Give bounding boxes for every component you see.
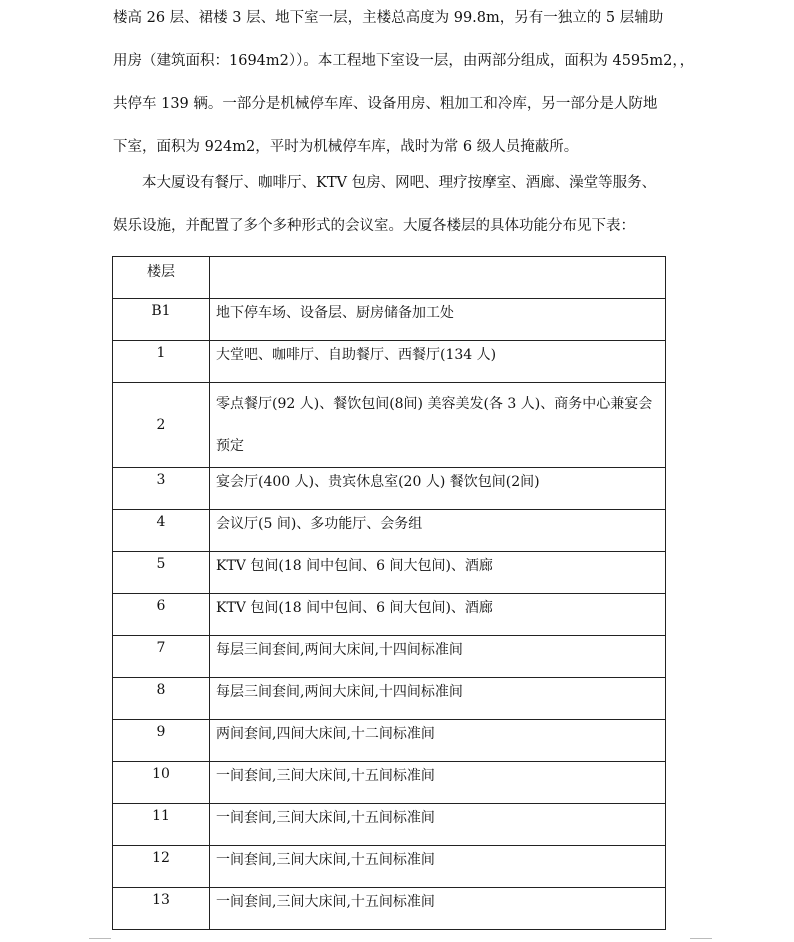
- floor-label: 3: [156, 472, 166, 488]
- function-label: 一间套间,三间大床间,十五间标准间: [216, 810, 435, 826]
- floor-cell: [113, 720, 210, 762]
- floor-label: 6: [156, 598, 166, 614]
- function-label: 宴会厅(400 人)、贵宾休息室(20 人) 餐饮包间(2间): [216, 474, 540, 490]
- table-row: [113, 762, 666, 804]
- page-corner-mark-right: [690, 938, 712, 939]
- table-row: [113, 804, 666, 846]
- floor-label: 9: [156, 724, 166, 740]
- floor-cell: [113, 510, 210, 552]
- floor-cell: [113, 299, 210, 341]
- floor-label: 12: [152, 850, 170, 866]
- floor-cell: [113, 468, 210, 510]
- text-line: 娱乐设施，并配置了多个多种形式的会议室。大厦各楼层的具体功能分布见下表：: [113, 218, 635, 234]
- function-cell: [210, 846, 666, 888]
- header-floor-cell: [113, 257, 210, 299]
- function-cell: [210, 341, 666, 383]
- floor-label: 10: [152, 766, 170, 782]
- floor-cell: [113, 552, 210, 594]
- floor-label: B1: [151, 303, 171, 319]
- function-cell: [210, 804, 666, 846]
- table-row: [113, 468, 666, 510]
- floor-cell: [113, 678, 210, 720]
- function-label: 一间套间,三间大床间,十五间标准间: [216, 768, 435, 784]
- function-cell: [210, 720, 666, 762]
- floor-cell: [113, 383, 210, 468]
- floor-label: 13: [152, 892, 170, 908]
- table-header-row: [113, 257, 666, 299]
- floor-label: 7: [156, 640, 166, 656]
- function-label: 地下停车场、设备层、厨房储备加工处: [216, 305, 454, 321]
- function-label: KTV 包间(18 间中包间、6 间大包间)、酒廊: [216, 600, 493, 616]
- floor-function-table: [112, 256, 666, 930]
- text-line: 楼高 26 层、裙楼 3 层、地下室一层，主楼总高度为 99.8m，另有一独立的 5 层辅助: [113, 10, 664, 26]
- function-label: 每层三间套间,两间大床间,十四间标准间: [216, 684, 463, 700]
- table-row: [113, 888, 666, 930]
- function-label: 会议厅(5 间)、多功能厅、会务组: [216, 516, 423, 532]
- function-cell: [210, 510, 666, 552]
- floor-label: 1: [156, 345, 166, 361]
- function-cell: [210, 594, 666, 636]
- table-row: [113, 341, 666, 383]
- floor-cell: [113, 846, 210, 888]
- function-label: 大堂吧、咖啡厅、自助餐厅、西餐厅(134 人): [216, 347, 497, 363]
- table-row: [113, 383, 666, 468]
- function-label: KTV 包间(18 间中包间、6 间大包间)、酒廊: [216, 558, 493, 574]
- function-cell: [210, 299, 666, 341]
- header-function-cell: [210, 257, 666, 299]
- function-label: 两间套间,四间大床间,十二间标准间: [216, 726, 435, 742]
- function-cell: [210, 678, 666, 720]
- text-line: 共停车 139 辆。一部分是机械停车库、设备用房、粗加工和冷库，另一部分是人防地: [113, 96, 658, 112]
- floor-label: 4: [156, 514, 166, 530]
- floor-label: 8: [156, 682, 166, 698]
- table-row: [113, 552, 666, 594]
- function-cell: [210, 552, 666, 594]
- floor-cell: [113, 804, 210, 846]
- floor-cell: [113, 636, 210, 678]
- table-row: [113, 594, 666, 636]
- table-row: [113, 636, 666, 678]
- floor-cell: [113, 594, 210, 636]
- floor-cell: [113, 888, 210, 930]
- paragraph-building-overview: [113, 0, 695, 169]
- function-cell: [210, 383, 666, 468]
- floor-label: 2: [156, 417, 166, 433]
- table-row: [113, 678, 666, 720]
- function-label: 每层三间套间,两间大床间,十四间标准间: [216, 642, 463, 658]
- floor-label: 11: [152, 808, 170, 824]
- text-line: 本大厦设有餐厅、咖啡厅、KTV 包房、网吧、理疗按摩室、酒廊、澡堂等服务、: [142, 175, 657, 191]
- table-row: [113, 720, 666, 762]
- function-label: 一间套间,三间大床间,十五间标准间: [216, 852, 435, 868]
- function-cell: [210, 762, 666, 804]
- table-row: [113, 846, 666, 888]
- text-line: 下室，面积为 924m2，平时为机械停车库，战时为常 6 级人员掩蔽所。: [113, 139, 579, 155]
- page-corner-mark-left: [89, 938, 111, 939]
- function-label: 一间套间,三间大床间,十五间标准间: [216, 894, 435, 910]
- header-floor-label: 楼层: [147, 264, 175, 280]
- floor-cell: [113, 762, 210, 804]
- floor-label: 5: [156, 556, 166, 572]
- function-label: 零点餐厅(92 人)、餐饮包间(8间) 美容美发(各 3 人)、商务中心兼宴会预定: [216, 396, 653, 454]
- text-line: 用房（建筑面积：1694m2））。本工程地下室设一层，由两部分组成，面积为 4595m2，，: [113, 53, 695, 69]
- function-cell: [210, 888, 666, 930]
- table-row: [113, 510, 666, 552]
- paragraph-facilities: [113, 162, 688, 248]
- function-cell: [210, 636, 666, 678]
- header-function-label: [216, 257, 665, 261]
- table-row: [113, 299, 666, 341]
- function-cell: [210, 468, 666, 510]
- floor-cell: [113, 341, 210, 383]
